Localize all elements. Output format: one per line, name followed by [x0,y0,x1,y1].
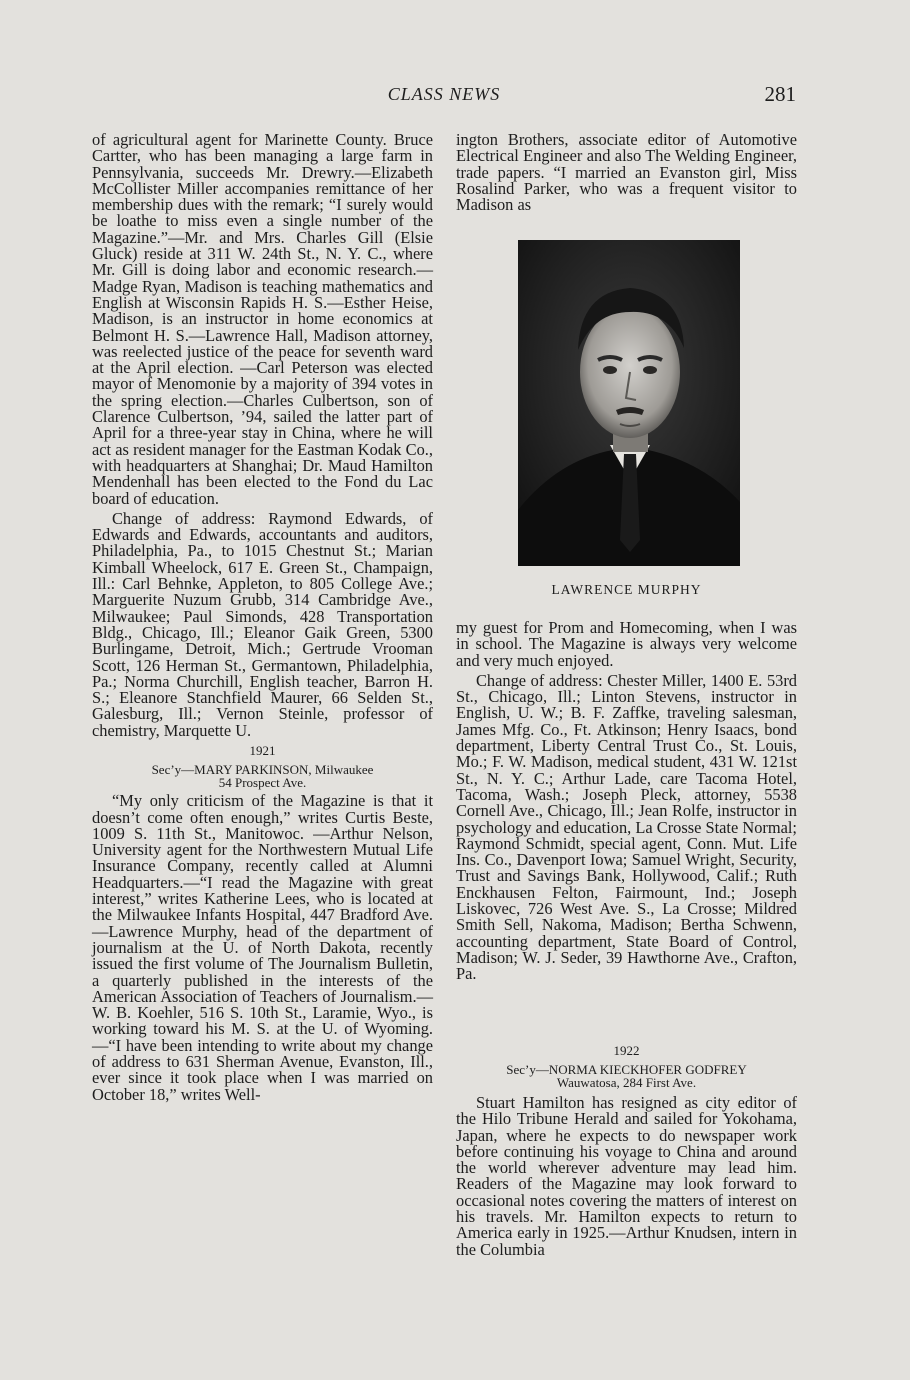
right-column-middle [456,620,797,983]
right-paragraph-1: ington Brothers, associate editor of Automotive Electrical Engineer and also The Welding Engineer, trade papers. “I married an Evanston girl, Miss Rosalind Parker, who was a frequent visitor to Madison as [456,130,797,215]
running-head-title: CLASS NEWS [387,84,501,104]
right-column-bottom [456,1095,797,1258]
class-1922-heading [456,1043,797,1089]
running-head [92,84,796,110]
left-paragraph-1: of agricultural agent for Marinette County. Bruce Cartter, who has been managing a large farm in Pennsylvania, succeeds Mr. Drewry.—Elizabeth McCollister Miller accompanies remittance of her membership dues with the remark; “I surely would be loathe to miss even a single number of the Magazine.”—Mr. and Mrs. Charles Gill (Elsie Gluck) reside at 311 W. 24th St., N. Y. C., where Mr. Gill is doing labor and economic research.—Madge Ryan, Madison is teaching mathematics and English at Wisconsin Rapids H. S.—Esther Heise, Madison, is an instructor in home economics at Belmont H. S.—Lawrence Hall, Madison attorney, was reelected justice of the peace for seventh ward at the April election. —Carl Peterson was elected mayor of Menomonie by a majority of 394 votes in the spring election.—Charles Culbertson, son of Clarence Culbertson, ’94, sailed the latter part of April for a three-year stay in China, where he will act as resident manager for the Eastman Kodak Co., with headquarters at Shanghai; Dr. Maud Hamilton Mendenhall has been elected to the Fond du Lac board of education. [92,130,433,508]
left-paragraph-2: Change of address: Raymond Edwards, of Edwards and Edwards, accountants and auditors, Philadelphia, Pa., to 1015 Chestnut St.; Marian Kimball Wheelock, 617 E. Green St., Champaign, Ill.: Carl Behnke, Appleton, to 805 College Ave.; Marguerite Nuzum Grubb, 314 Cambridge Ave., Milwaukee; Paul Simonds, 428 Transportation Bldg., Chicago, Ill.; Eleanor Gaik Green, 5300 Burlingame, Detroit, Mich.; Gertrude Vrooman Scott, 126 Herman St., Germantown, Philadelphia, Pa.; Norma Churchill, English teacher, Barron H. S.; Eleanore Stanchfield Maurer, 66 Selden St., Galesburg, Ill.; Vernon Steinle, professor of chemistry, Marquette U. [92,508,433,740]
secretary-1922-address: Wauwatosa, 284 First Ave. [556,1075,697,1091]
right-paragraph-4: Stuart Hamilton has resigned as city editor of the Hilo Tribune Herald and sailed for Yokohama, Japan, where he expects to do newspaper work before continuing his voyage to China and around the world wherever adventure may lead him. Readers of the Magazine may look forward to occasional notes covering the matters of interest on his travels. Mr. Hamilton expects to return to America early in 1925.—Arthur Knudsen, intern in the Columbia [456,1093,797,1259]
portrait-illustration [518,240,740,566]
class-year-1922: 1922 [613,1043,640,1058]
secretary-1921 [92,763,433,789]
secretary-1922-name: Sec’y—NORMA KIECKHOFER GODFREY [506,1062,747,1078]
right-column-top [456,132,797,213]
left-paragraph-3: “My only criticism of the Magazine is that it doesn’t come often enough,” writes Curtis Beste, 1009 S. 11th St., Manitowoc. —Arthur Nelson, University agent for the Northwestern Mutual Life Insurance Company, recently called at Alumni Headquarters.—“I read the Magazine with great interest,” writes Katherine Lees, who is located at the Milwaukee Infants Hospital, 447 Bradford Ave.—Lawrence Murphy, head of the department of journalism at the U. of North Dakota, recently issued the first volume of The Journalism Bulletin, a quarterly published in the interests of the American Association of Teachers of Journalism.—W. B. Koehler, 516 S. 10th St., Laramie, Wyo., is working toward his M. S. at the U. of Wyoming.—“I have been intending to write about my change of address to 631 Sherman Avenue, Evanston, Ill., ever since it took place when I was married on October 18,” writes Well- [92,791,433,1104]
right-paragraph-3: Change of address: Chester Miller, 1400 E. 53rd St., Chicago, Ill.; Linton Stevens, instructor in English, U. W.; B. F. Zaffke, traveling salesman, James Mfg. Co., Ft. Atkinson; Henry Isaacs, bond department, Liberty Central Trust Co., St. Louis, Mo.; F. W. Madison, medical student, 431 W. 121st St., N. Y. C.; Arthur Lade, care Tacoma Hotel, Tacoma, Wash.; Joseph Pleck, attorney, 5538 Cornell Ave., Chicago, Ill.; Jean Rolfe, instructor in psychology and education, La Crosse State Normal; Raymond Schmidt, special agent, Conn. Mut. Life Ins. Co., Davenport Iowa; Samuel Wright, Security, Trust and Savings Bank, Hollywood, Calif.; Ruth Enckhausen Felton, Fairmount, Ind.; Joseph Liskovec, 726 West Ave. S., La Crosse; Mildred Smith Sell, Nakoma, Madison; Bertha Schwenn, accounting department, State Board of Control, Madison; W. J. Seder, 39 Hawthorne Ave., Crafton, Pa. [456,670,797,984]
photo-caption: LAWRENCE MURPHY [551,582,702,597]
secretary-1921-address: 54 Prospect Ave. [218,775,307,791]
secretary-1921-name: Sec’y—MARY PARKINSON, Milwaukee [151,762,374,778]
portrait-photo [518,240,740,566]
secretary-1922 [456,1063,797,1089]
class-year-1921: 1921 [249,742,276,758]
page-number: 281 [764,82,796,106]
right-paragraph-2: my guest for Prom and Homecoming, when I was in school. The Magazine is always very welcome and very much enjoyed. [456,618,797,670]
left-column [92,132,433,1103]
